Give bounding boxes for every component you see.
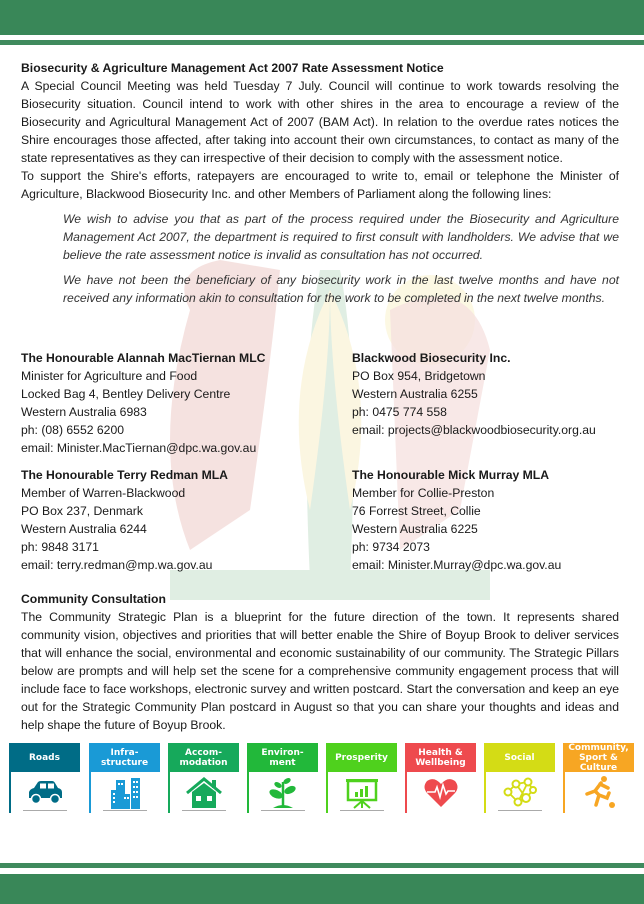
pillar-stem [563,772,565,813]
pillar-label: Health & Wellbeing [405,743,476,772]
buildings-icon [105,776,145,809]
pillar-base [103,810,147,811]
contact-name: The Honourable Terry Redman MLA [21,468,228,482]
car-icon [25,776,65,809]
consultation-title: Community Consultation [21,592,166,606]
contact-line: 76 Forrest Street, Collie [352,504,481,518]
pillar-infrastructure [89,743,160,813]
pillar-community-sport-culture [563,743,634,813]
contact-line: PO Box 954, Bridgetown [352,369,486,383]
contact-line: Western Australia 6244 [21,522,147,536]
pillar-base [498,810,542,811]
pillar-stem [9,772,11,813]
pillar-stem [247,772,249,813]
pillar-roads [9,743,80,813]
notice-paragraph: To support the Shire's efforts, ratepayers are encouraged to write to, email or telephone the Minister of Agriculture, Blackwood Biosecurity Inc. and other Members of Parliament along the following lines: [21,169,619,201]
pillar-environment [247,743,318,813]
contact-line: Western Australia 6225 [352,522,478,536]
pillar-accommodation [168,743,239,813]
pillar-label: Community, Sport & Culture [563,743,634,772]
contact-phone: ph: 9848 3171 [21,540,99,554]
contact-phone: ph: 9734 2073 [352,540,430,554]
strategic-pillars [9,743,639,813]
contact-line: Western Australia 6255 [352,387,478,401]
pillar-label: Infra- structure [89,743,160,772]
consultation-body: The Community Strategic Plan is a blueprint for the future direction of the town. It represents shared community vision, objectives and priorities that will better enable the Shire of Boyup Brook to deliver services that will enhance the social, environmental and economic sustainability of our community. The Strategic Pillars below are prompts and will help set the scene for a comprehensive community engagement process that will include face to face workshops, electronic survey and written postcard. Start the conversation and keep an eye out for the Strategic Community Plan postcard in August so that you can share your thoughts and ideas and help shape the future of Boyup Brook. [21,610,619,732]
contact-phone: ph: 0475 774 558 [352,405,447,419]
pillar-label: Environ- ment [247,743,318,772]
contact-card [21,466,321,574]
contact-name: The Honourable Alannah MacTiernan MLC [21,351,266,365]
pillar-stem [89,772,91,813]
contact-card [352,466,644,574]
header-rule [0,40,644,45]
pillar-stem [326,772,328,813]
pillar-social [484,743,555,813]
contact-card [352,349,644,439]
rate-notice-section [21,59,619,307]
pillar-prosperity [326,743,397,813]
contact-line: Member of Warren-Blackwood [21,486,186,500]
header-band [0,0,644,35]
contact-email[interactable]: email: Minister.Murray@dpc.wa.gov.au [352,558,562,572]
pillar-stem [168,772,170,813]
pillar-stem [405,772,407,813]
notice-paragraph: A Special Council Meeting was held Tuesday 7 July. Council will continue to work towards resolving the Biosecurity situation. Council intend to work with other shires in the area to encourage a review of the Biosecurity and Agricultural Management Act of 2007 (BAM Act). In relation to the overdue rates notices the Shire encourages those affected, after taking into account their own circumstances, to contact as many of the state representatives as they can irrespective of their decision to comply with the assessment notice. [21,79,619,165]
contact-line: Locked Bag 4, Bentley Delivery Centre [21,387,231,401]
contact-card [21,349,321,457]
house-icon [184,776,224,809]
pillar-base [23,810,67,811]
notice-title: Biosecurity & Agriculture Management Act 2007 Rate Assessment Notice [21,61,444,75]
pillar-label: Roads [9,743,80,772]
network-icon [500,776,540,809]
contact-line: Member for Collie-Preston [352,486,495,500]
soccer-player-icon [579,776,619,809]
contact-line: PO Box 237, Denmark [21,504,143,518]
contact-name: The Honourable Mick Murray MLA [352,468,550,482]
footer-band [0,874,644,904]
pillar-health-wellbeing [405,743,476,813]
contact-line: Minister for Agriculture and Food [21,369,198,383]
pillar-label: Social [484,743,555,772]
contact-email[interactable]: email: terry.redman@mp.wa.gov.au [21,558,213,572]
pillar-label: Prosperity [326,743,397,772]
presentation-chart-icon [342,776,382,809]
pillar-stem [484,772,486,813]
pillar-label: Accom- modation [168,743,239,772]
contact-email[interactable]: email: Minister.MacTiernan@dpc.wa.gov.au [21,441,257,455]
contact-email[interactable]: email: projects@blackwoodbiosecurity.org.au [352,423,596,437]
community-consultation-section [21,590,619,734]
heart-pulse-icon [421,776,461,809]
pillar-base [261,810,305,811]
pillar-base [182,810,226,811]
plant-icon [263,776,303,809]
suggested-letter-quote: We wish to advise you that as part of the process required under the Biosecurity and Agriculture Management Act 2007, the department is required to first consult with landholders. We advise that we believe the rate assessment notice is invalid as consultation has not occurred. [63,212,619,262]
contact-phone: ph: (08) 6552 6200 [21,423,124,437]
contact-line: Western Australia 6983 [21,405,147,419]
pillar-base [340,810,384,811]
contact-name: Blackwood Biosecurity Inc. [352,351,511,365]
suggested-letter-quote: We have not been the beneficiary of any biosecurity work in the last twelve months and have not received any information akin to consultation for the work to be completed in the next twelve months. [63,273,619,305]
footer-rule [0,863,644,868]
